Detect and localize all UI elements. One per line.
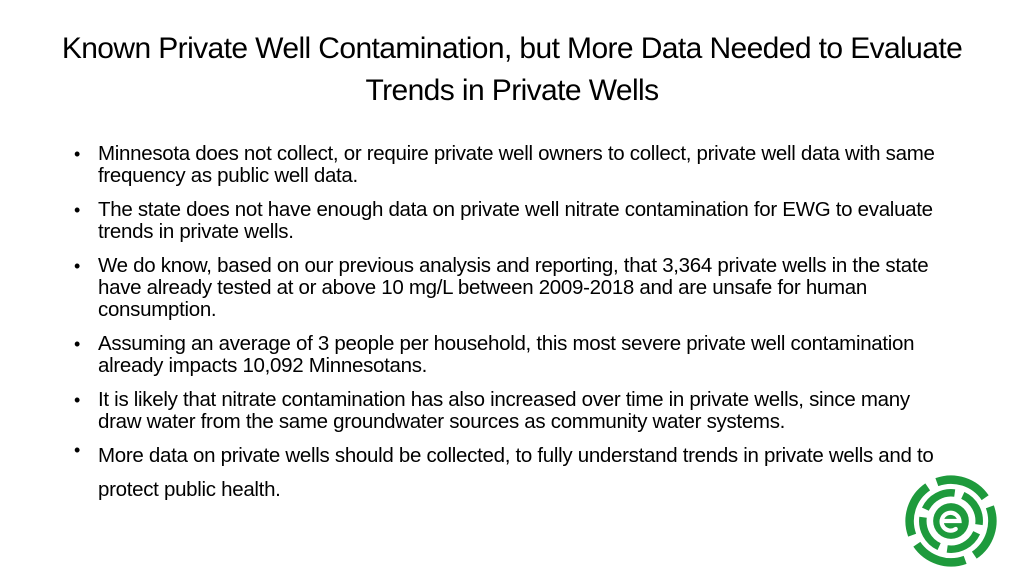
bullet-list: [72, 143, 952, 519]
bullet-text: More data on private wells should be collected, to fully understand trends in private wells and to protect public health.: [98, 444, 934, 501]
bullet-marker: •: [74, 390, 81, 410]
bullet-text: It is likely that nitrate contamination has also increased over time in private wells, since many draw water from the same groundwater sources as community water systems.: [98, 388, 910, 433]
bullet-item: [72, 333, 952, 377]
bullet-marker: •: [74, 144, 81, 164]
bullet-item: [72, 389, 952, 433]
bullet-text: Assuming an average of 3 people per household, this most severe private well contamination already impacts 10,092 Minnesotans.: [98, 332, 915, 377]
bullet-marker: •: [74, 200, 81, 220]
bullet-marker: •: [74, 334, 81, 354]
bullet-marker: •: [74, 440, 81, 460]
ewg-logo-icon: [904, 474, 998, 568]
bullet-item: [72, 439, 952, 507]
bullet-item: [72, 199, 952, 243]
slide-title: Known Private Well Contamination, but More Data Needed to Evaluate Trends in Private Wells: [61, 32, 963, 107]
bullet-text: The state does not have enough data on private well nitrate contamination for EWG to evaluate trends in private wells.: [98, 198, 933, 243]
bullet-item: [72, 143, 952, 187]
bullet-marker: •: [74, 256, 81, 276]
bullet-item: [72, 255, 952, 321]
bullet-text: We do know, based on our previous analysis and reporting, that 3,364 private wells in the state have already tested at or above 10 mg/L between 2009-2018 and are unsafe for human consumption.: [98, 254, 929, 321]
bullet-text: Minnesota does not collect, or require private well owners to collect, private well data with same frequency as public well data.: [98, 142, 935, 187]
